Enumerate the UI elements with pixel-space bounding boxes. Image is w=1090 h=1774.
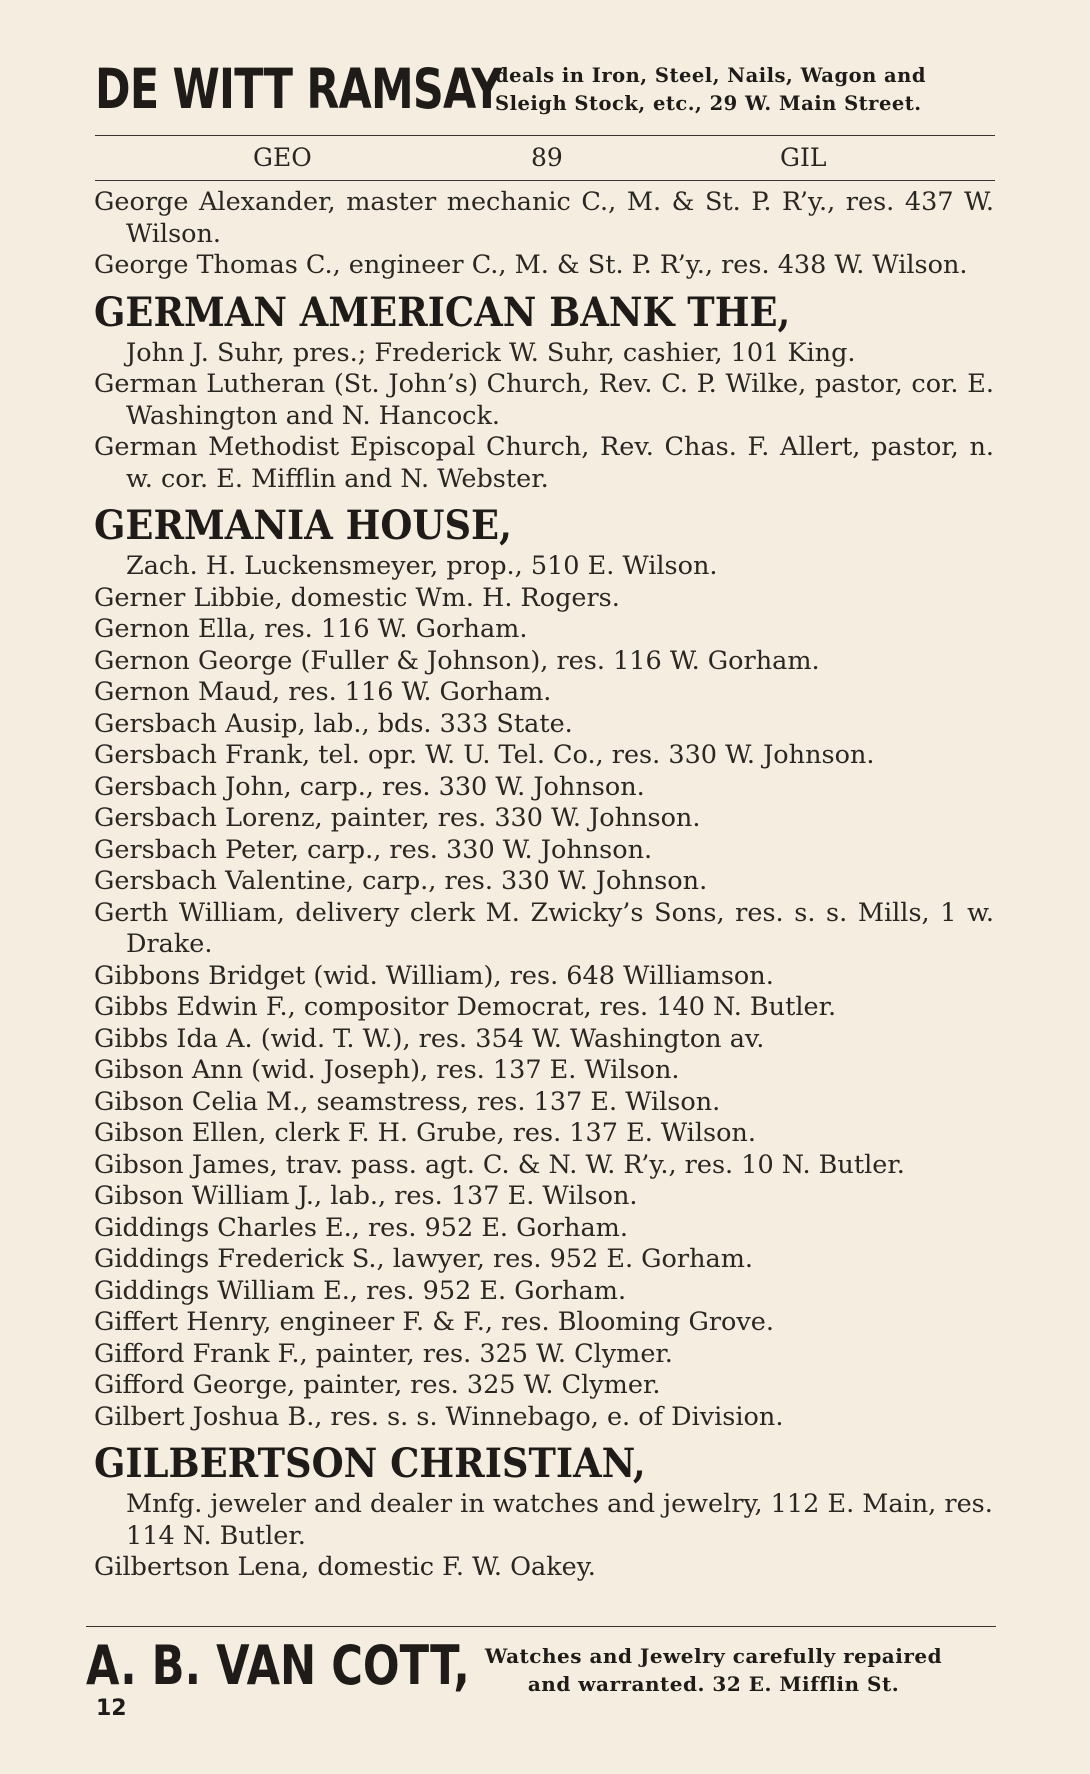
directory-entry: German Methodist Episcopal Church, Rev. Chas. F. Allert, pastor, n. w. cor. E. Mifflin and N. Webster. <box>94 432 994 494</box>
header-rule <box>95 180 995 181</box>
top-rule <box>95 135 995 136</box>
bottom-ad-name: A. B. VAN COTT, <box>86 1634 470 1697</box>
bottom-ad-text <box>431 1642 996 1698</box>
running-head-left: GEO <box>253 143 312 172</box>
directory-entry: Giddings Frederick S., lawyer, res. 952 E. Gorham. <box>94 1244 754 1274</box>
bottom-ad-line-1: Watches and Jewelry carefully repaired <box>484 1644 943 1668</box>
directory-entry: Gibson Ann (wid. Joseph), res. 137 E. Wilson. <box>94 1055 680 1085</box>
directory-entry: Gilbert Joshua B., res. s. s. Winnebago, e. of Division. <box>94 1401 784 1432</box>
directory-entry: Giddings Charles E., res. 952 E. Gorham. <box>94 1212 628 1243</box>
signature-mark: 12 <box>96 1696 127 1721</box>
entry-text: John J. Suhr, pres.; Frederick W. Suhr, cashier, 101 King. <box>126 337 856 368</box>
entry-heading: GILBERTSON CHRISTIAN, <box>94 1440 646 1487</box>
running-head <box>95 138 995 178</box>
directory-entry: Gersbach Valentine, carp., res. 330 W. Johnson. <box>94 866 708 896</box>
directory-entry: Gibson William J., lab., res. 137 E. Wilson. <box>94 1181 638 1211</box>
directory-entry: Gifford George, painter, res. 325 W. Clymer. <box>94 1370 661 1400</box>
directory-entry-featured <box>94 288 994 370</box>
directory-entry: German Lutheran (St. John’s) Church, Rev. C. P. Wilke, pastor, cor. E. Washington and N. Hancock. <box>94 369 994 431</box>
directory-entry-featured <box>94 1439 994 1552</box>
directory-entry: Gibbons Bridget (wid. William), res. 648 Williamson. <box>94 960 774 991</box>
top-advertisement <box>95 58 995 134</box>
top-ad-text <box>495 62 995 118</box>
directory-entry: Gibbs Ida A. (wid. T. W.), res. 354 W. Washington av. <box>94 1023 765 1054</box>
entry-heading: GERMANIA HOUSE, <box>94 502 512 549</box>
top-ad-name: DE WITT RAMSAY <box>95 57 502 121</box>
bottom-advertisement <box>86 1636 996 1712</box>
directory-entry: Gibson James, trav. pass. agt. C. & N. W. R’y., res. 10 N. Butler. <box>94 1149 905 1180</box>
directory-entry: George Thomas C., engineer C., M. & St. P. R’y., res. 438 W. Wilson. <box>94 250 968 280</box>
directory-entry: Giffert Henry, engineer F. & F., res. Blooming Grove. <box>94 1307 774 1337</box>
directory-entry: Gerth William, delivery clerk M. Zwicky’s Sons, res. s. s. Mills, 1 w. Drake. <box>94 897 994 959</box>
directory-entry: Gersbach Peter, carp., res. 330 W. Johnson. <box>94 834 653 865</box>
directory-entry: Gilbertson Lena, domestic F. W. Oakey. <box>94 1552 596 1582</box>
directory-entry: Gersbach John, carp., res. 330 W. Johnson. <box>94 771 645 802</box>
entry-heading: GERMAN AMERICAN BANK THE, <box>94 288 791 336</box>
directory-entry: Gerner Libbie, domestic Wm. H. Rogers. <box>94 582 620 613</box>
directory-entry: Gersbach Ausip, lab., bds. 333 State. <box>94 708 573 739</box>
directory-entry-featured <box>94 501 994 583</box>
directory-entry: Gibson Celia M., seamstress, res. 137 E. Wilson. <box>94 1086 721 1117</box>
directory-entry: Gernon Ella, res. 116 W. Gorham. <box>94 614 528 644</box>
directory-entry: Gibbs Edwin F., compositor Democrat, res. 140 N. Butler. <box>94 992 837 1022</box>
bottom-ad-line-2: and warranted. 32 E. Mifflin St. <box>527 1672 900 1696</box>
directory-entry: Giddings William E., res. 952 E. Gorham. <box>94 1275 627 1306</box>
directory-entry: George Alexander, master mechanic C., M. & St. P. R’y., res. 437 W. Wilson. <box>94 187 994 249</box>
directory-entry: Gernon Maud, res. 116 W. Gorham. <box>94 677 552 707</box>
directory-listing <box>94 187 994 1584</box>
entry-text: Mnfg. jeweler and dealer in watches and jewelry, 112 E. Main, res. 114 N. Butler. <box>126 1489 993 1551</box>
directory-entry: Gersbach Lorenz, painter, res. 330 W. Johnson. <box>94 803 701 833</box>
running-head-right: GIL <box>780 143 827 172</box>
top-ad-line-1: deals in Iron, Steel, Nails, Wagon and <box>495 64 926 87</box>
bottom-rule <box>86 1626 996 1627</box>
directory-entry: Gernon George (Fuller & Johnson), res. 116 W. Gorham. <box>94 645 820 676</box>
directory-entry: Gibson Ellen, clerk F. H. Grube, res. 137 E. Wilson. <box>94 1118 756 1148</box>
top-ad-line-2: Sleigh Stock, etc., 29 W. Main Street. <box>495 92 922 115</box>
entry-text: Zach. H. Luckensmeyer, prop., 510 E. Wilson. <box>126 551 718 581</box>
page-number: 89 <box>531 143 563 172</box>
directory-entry: Gifford Frank F., painter, res. 325 W. Clymer. <box>94 1338 673 1369</box>
directory-entry: Gersbach Frank, tel. opr. W. U. Tel. Co., res. 330 W. Johnson. <box>94 740 875 770</box>
